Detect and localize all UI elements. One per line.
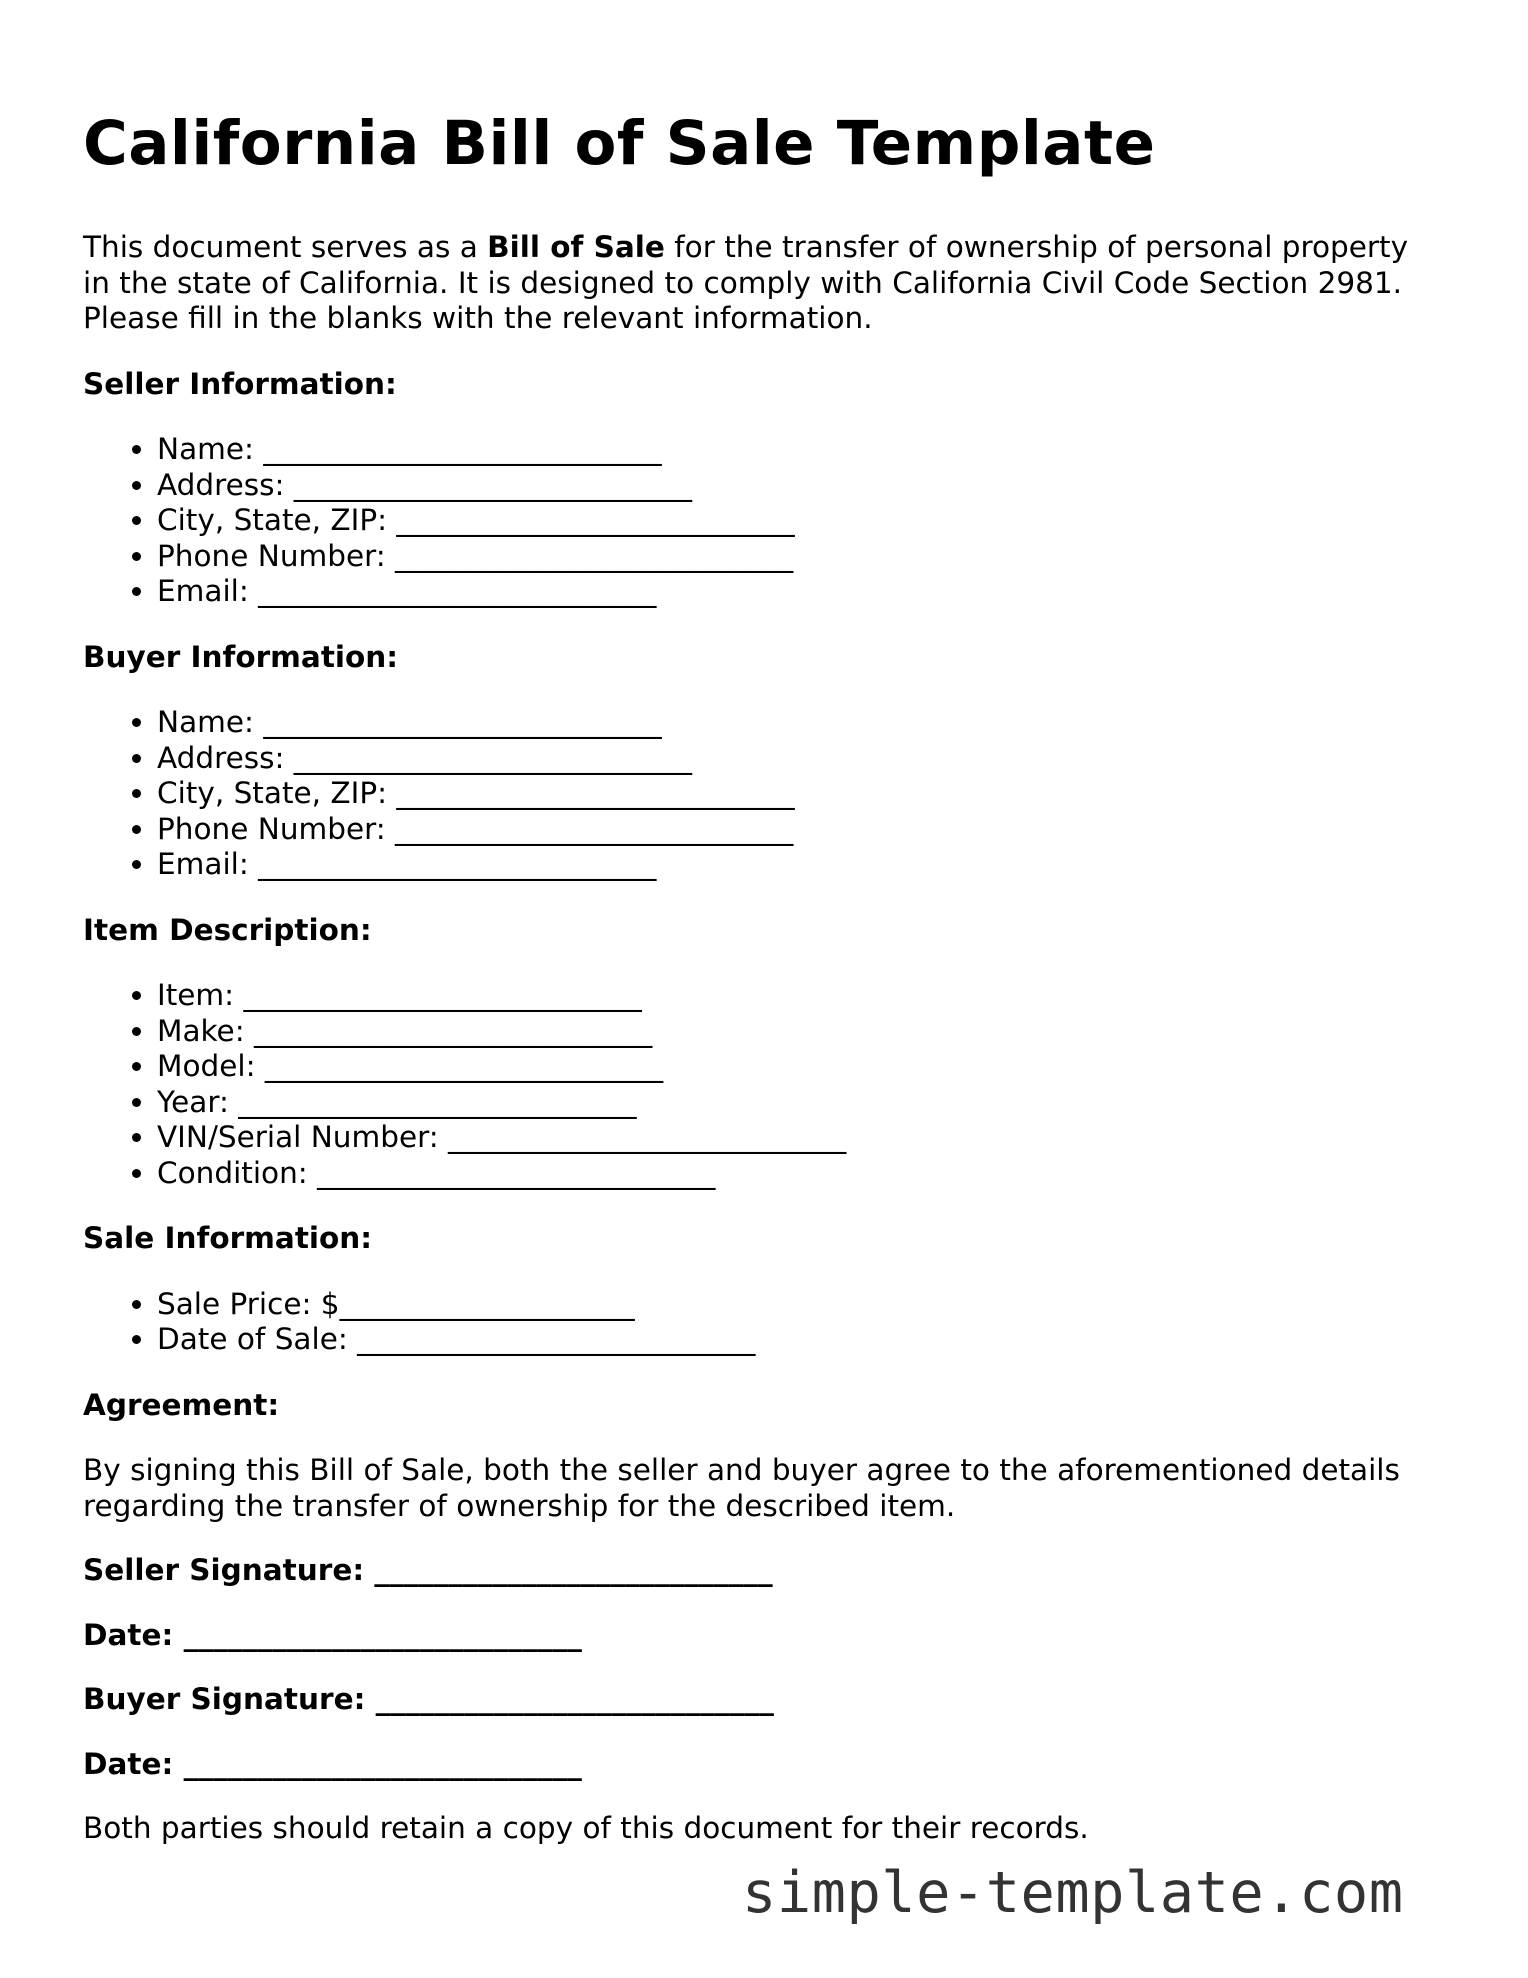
- intro-paragraph: [83, 230, 1443, 337]
- sale-price-field: • Sale Price: $____________________: [157, 1287, 1443, 1323]
- year-field: • Year: ___________________________: [157, 1085, 1443, 1121]
- buyer-name-field: • Name: ___________________________: [157, 705, 1443, 741]
- item-field: • Item: ___________________________: [157, 978, 1443, 1014]
- intro-text-end: for the transfer of ownership of personal property in the state of California. It is designed to comply with California Civil Code Section 2981. Please fill in the blanks with the relevant information.: [83, 230, 1409, 335]
- seller-date-line: Date: ___________________________: [83, 1617, 582, 1652]
- item-description-list: [83, 978, 1443, 1191]
- item-description-heading: Item Description:: [83, 912, 372, 947]
- sale-information-list: [83, 1287, 1443, 1358]
- site-watermark: simple-template.com: [742, 1860, 1404, 1926]
- buyer-information-list: [83, 705, 1443, 883]
- buyer-date-line: Date: ___________________________: [83, 1746, 582, 1781]
- seller-information-heading: Seller Information:: [83, 366, 397, 401]
- seller-phone-field: • Phone Number: ___________________________: [157, 539, 1443, 575]
- vin-serial-field: • VIN/Serial Number: ___________________________: [157, 1120, 1443, 1156]
- model-field: • Model: ___________________________: [157, 1049, 1443, 1085]
- seller-address-field: • Address: ___________________________: [157, 468, 1443, 504]
- seller-information-list: [83, 432, 1443, 610]
- agreement-heading: Agreement:: [83, 1387, 280, 1422]
- document-title: California Bill of Sale Template: [83, 108, 1156, 179]
- agreement-text: By signing this Bill of Sale, both the seller and buyer agree to the aforementioned details regarding the transfer of ownership for the described item.: [83, 1453, 1400, 1523]
- closing-note: Both parties should retain a copy of this document for their records.: [83, 1811, 1089, 1845]
- sale-information-heading: Sale Information:: [83, 1221, 373, 1255]
- document-page: [83, 100, 1443, 1847]
- condition-field: • Condition: ___________________________: [157, 1156, 1443, 1192]
- seller-name-field: • Name: ___________________________: [157, 432, 1443, 468]
- intro-text-start: This document serves as a: [83, 230, 488, 264]
- buyer-email-field: • Email: ___________________________: [157, 847, 1443, 883]
- make-field: • Make: ___________________________: [157, 1014, 1443, 1050]
- seller-email-field: • Email: ___________________________: [157, 574, 1443, 610]
- buyer-signature-line: Buyer Signature: ___________________________: [83, 1682, 774, 1716]
- buyer-information-heading: Buyer Information:: [83, 639, 399, 674]
- buyer-phone-field: • Phone Number: ___________________________: [157, 812, 1443, 848]
- seller-city-state-zip-field: • City, State, ZIP: ___________________________: [157, 503, 1443, 539]
- date-of-sale-field: • Date of Sale: ___________________________: [157, 1322, 1443, 1358]
- seller-signature-line: Seller Signature: ___________________________: [83, 1553, 773, 1587]
- buyer-address-field: • Address: ___________________________: [157, 741, 1443, 777]
- intro-bold-term: Bill of Sale: [487, 230, 665, 264]
- buyer-city-state-zip-field: • City, State, ZIP: ___________________________: [157, 776, 1443, 812]
